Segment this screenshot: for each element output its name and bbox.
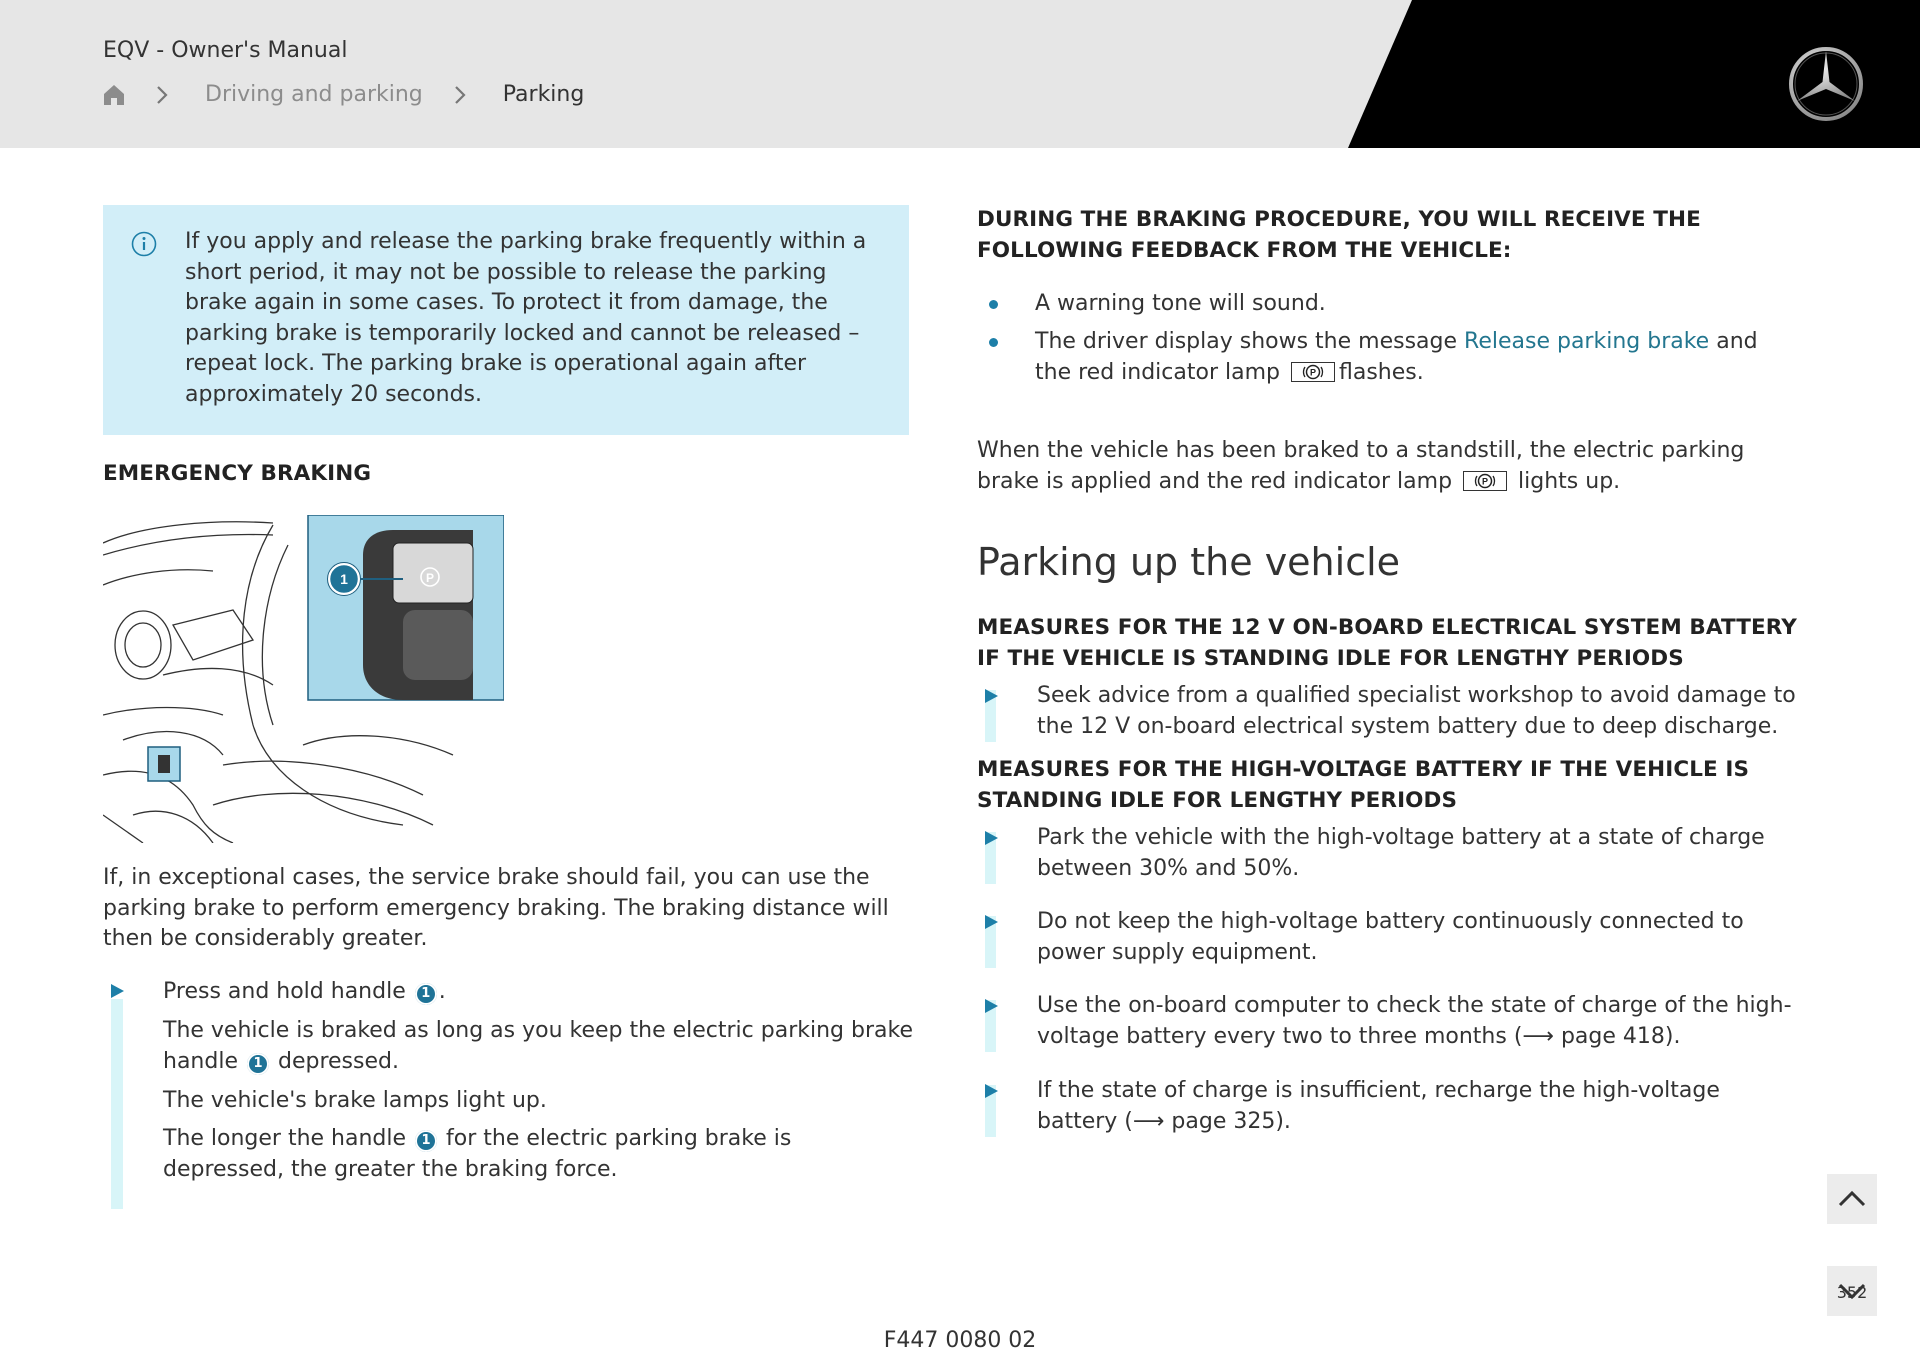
- hv-step-3: Use the on-board computer to check the state of charge of the high-voltage battery every two to three months (⟶ page 418).: [1037, 993, 1792, 1049]
- feedback-bullet-2: [1035, 327, 1795, 388]
- parking-brake-indicator-lamp-icon: [1291, 362, 1335, 382]
- callout-number: 1: [340, 571, 348, 587]
- home-icon[interactable]: [103, 84, 125, 106]
- step-result-1: [163, 1016, 913, 1077]
- page-header: [0, 0, 1920, 148]
- bullet-dot-icon: [989, 338, 998, 347]
- hv-step-1: Park the vehicle with the high-voltage battery at a state of charge between 30% and 50%.: [1037, 825, 1765, 881]
- parking-brake-indicator-lamp-icon: [1463, 471, 1507, 491]
- breadcrumb-current-parking: Parking: [502, 82, 585, 107]
- step-arrow-icon: [111, 984, 124, 998]
- parking-up-heading: Parking up the vehicle: [977, 540, 1401, 584]
- chevron-right-icon: [155, 85, 169, 105]
- step-arrow-icon: [985, 689, 998, 703]
- result-3-end: for the electric parking brake is depressed, the greater the braking force.: [163, 1126, 792, 1182]
- feedback-heading: DURING THE BRAKING PROCEDURE, YOU WILL RECEIVE THE FOLLOWING FEEDBACK FROM THE VEHICLE:: [977, 207, 1701, 263]
- chevron-right-icon: [453, 85, 467, 105]
- step-arrow-icon: [985, 999, 998, 1013]
- callout-badge: 1: [247, 1053, 269, 1075]
- bullet-2-text-c: flashes.: [1338, 359, 1424, 385]
- step-action: [163, 977, 913, 1008]
- chevron-up-icon: [1827, 1174, 1877, 1224]
- result-3-text: The longer the handle: [163, 1126, 407, 1151]
- info-icon: [131, 231, 157, 257]
- step-result-2: The vehicle's brake lamps light up.: [163, 1088, 547, 1113]
- three-pointed-star-logo: [1788, 46, 1864, 122]
- hv-step-2: Do not keep the high-voltage battery continuously connected to power supply equipment.: [1037, 909, 1744, 965]
- breadcrumb-link-driving-and-parking[interactable]: Driving and parking: [205, 82, 423, 107]
- parking-brake-illustration: [103, 515, 504, 843]
- high-voltage-battery-heading: MEASURES FOR THE HIGH-VOLTAGE BATTERY IF THE VEHICLE IS STANDING IDLE FOR LENGTHY PERIODS: [977, 757, 1750, 813]
- step-action-text: Press and hold handle: [163, 979, 406, 1004]
- scroll-up-button[interactable]: [1827, 1174, 1877, 1224]
- step-bar: [111, 999, 123, 1209]
- result-1-end: depressed.: [277, 1048, 399, 1074]
- page-number: 352: [1836, 1283, 1868, 1302]
- footer-code: F447 0080 02: [883, 1328, 1037, 1353]
- step-result-3: [163, 1124, 913, 1185]
- svg-text:P: P: [1482, 476, 1489, 487]
- hv-step-4: If the state of charge is insufficient, recharge the high-voltage battery (⟶ page 325).: [1037, 1078, 1720, 1134]
- emergency-paragraph: If, in exceptional cases, the service brake should fail, you can use the parking brake to perform emergency braking. The braking distance will then be considerably greater.: [103, 865, 889, 952]
- svg-text:P: P: [425, 571, 435, 585]
- battery-12v-heading: MEASURES FOR THE 12 V ON-BOARD ELECTRICAL SYSTEM BATTERY IF THE VEHICLE IS STANDING IDLE FOR LENGTHY PERIODS: [977, 615, 1797, 671]
- info-note: [103, 205, 909, 435]
- bullet-dot-icon: [989, 300, 998, 309]
- callout-badge: 1: [415, 983, 437, 1005]
- standstill-text-end: lights up.: [1518, 468, 1621, 494]
- callout-badge: 1: [415, 1130, 437, 1152]
- step-arrow-icon: [985, 831, 998, 845]
- bullet-2-text-b: and the red indicator lamp: [1035, 329, 1758, 385]
- header-black-panel: [0, 0, 1920, 148]
- standstill-text: When the vehicle has been braked to a standstill, the electric parking brake is applied and the red indicator lamp: [977, 438, 1745, 494]
- feedback-bullet-1: A warning tone will sound.: [1035, 291, 1326, 316]
- step-action-end: .: [438, 979, 446, 1004]
- svg-text:P: P: [1309, 367, 1316, 378]
- step-arrow-icon: [985, 915, 998, 929]
- bullet-2-text: The driver display shows the message: [1035, 329, 1458, 354]
- manual-title: EQV - Owner's Manual: [103, 38, 348, 63]
- standstill-paragraph: [977, 436, 1797, 497]
- info-text: If you apply and release the parking brake frequently within a short period, it may not be possible to release the parking brake again in some cases. To protect it from damage, the parking brake is temporarily locked and cannot be released – repeat lock. The parking brake is operational again after approximately 20 seconds.: [185, 229, 867, 407]
- release-parking-brake-link[interactable]: Release parking brake: [1464, 329, 1710, 354]
- result-1-text: The vehicle is braked as long as you keep the electric parking brake handle: [163, 1018, 913, 1074]
- step-arrow-icon: [985, 1084, 998, 1098]
- breadcrumb: [103, 82, 584, 107]
- emergency-braking-heading: EMERGENCY BRAKING: [103, 461, 372, 486]
- battery-12v-step: Seek advice from a qualified specialist workshop to avoid damage to the 12 V on-board electrical system battery due to deep discharge.: [1037, 683, 1796, 739]
